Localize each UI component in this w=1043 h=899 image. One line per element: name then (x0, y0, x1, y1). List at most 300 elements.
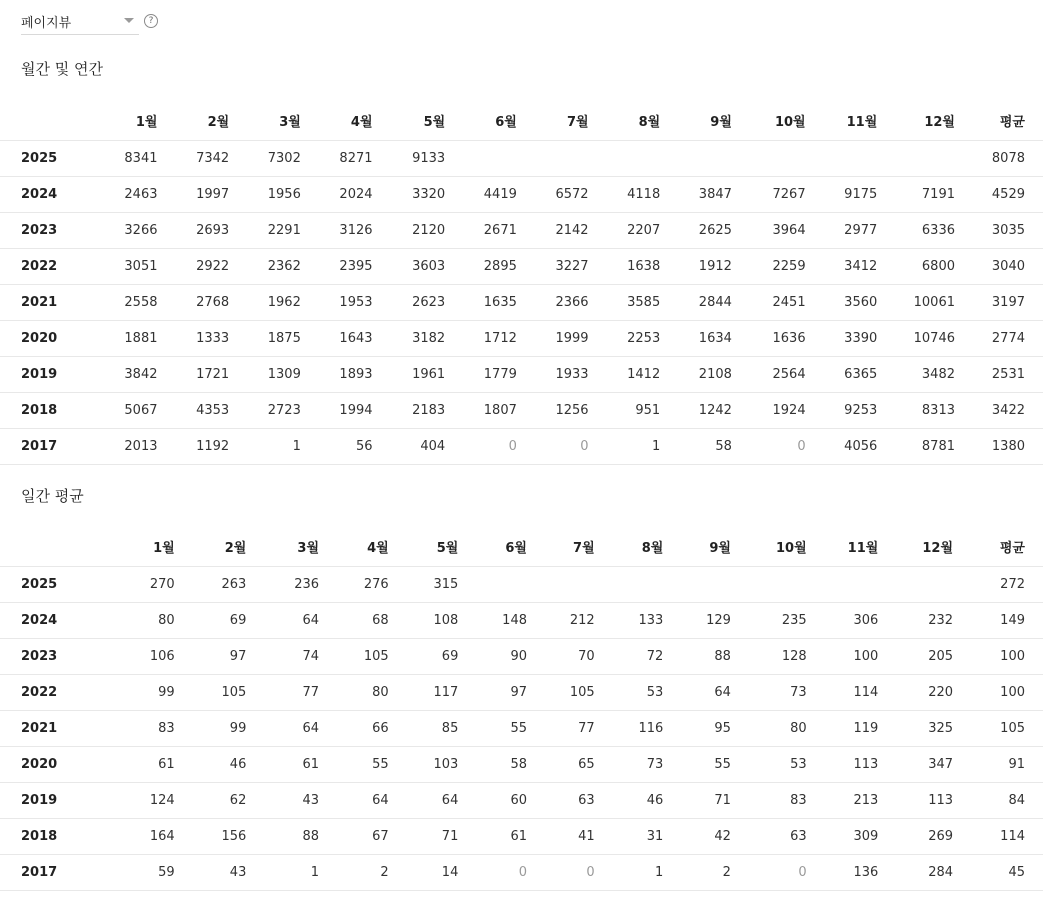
value-cell: 105 (363, 649, 389, 664)
value-cell: 100 (853, 649, 879, 664)
value-cell: 0 (580, 439, 589, 454)
year-cell: 2018 (21, 829, 58, 844)
value-cell (517, 141, 589, 177)
value-cell: 100 (1000, 685, 1025, 700)
value-cell: 42 (714, 829, 731, 844)
value-cell: 8781 (921, 439, 955, 454)
value-cell: 1924 (772, 403, 806, 418)
value-cell: 31 (646, 829, 664, 844)
value-cell: 85 (441, 721, 459, 736)
year-cell: 2023 (21, 223, 58, 238)
table-row (0, 285, 1043, 321)
value-cell: 325 (928, 721, 954, 736)
column-header: 6월 (495, 114, 517, 130)
column-header: 2월 (224, 540, 247, 556)
column-header: 8월 (638, 114, 661, 130)
value-cell: 149 (1000, 613, 1025, 628)
value-cell: 3051 (124, 259, 158, 274)
value-cell: 84 (1008, 793, 1025, 808)
value-cell: 2564 (772, 367, 806, 382)
value-cell: 1956 (267, 187, 301, 202)
table-row (0, 639, 1043, 675)
value-cell: 1999 (555, 331, 589, 346)
value-cell: 2 (380, 865, 389, 880)
value-cell: 128 (781, 649, 807, 664)
value-cell: 99 (229, 721, 247, 736)
value-cell: 64 (441, 793, 459, 808)
value-cell: 3842 (124, 367, 158, 382)
value-cell: 4353 (196, 403, 230, 418)
column-header: 9월 (710, 114, 732, 130)
value-cell (877, 141, 955, 177)
value-cell (731, 567, 807, 603)
column-header: 5월 (436, 540, 459, 556)
value-cell: 74 (302, 649, 320, 664)
monthly-header-row (0, 100, 1043, 141)
help-circle-icon[interactable]: ? (144, 14, 158, 28)
value-cell: 2253 (627, 331, 661, 346)
value-cell: 113 (928, 793, 954, 808)
value-cell: 2362 (267, 259, 301, 274)
year-cell: 2021 (21, 721, 58, 736)
value-cell: 0 (798, 865, 807, 880)
value-cell: 41 (578, 829, 595, 844)
value-cell: 2207 (627, 223, 661, 238)
value-cell: 1192 (196, 439, 230, 454)
value-cell (878, 567, 953, 603)
column-header: 3월 (279, 114, 301, 130)
value-cell: 404 (420, 439, 446, 454)
metric-select[interactable] (21, 9, 139, 35)
daily-table (0, 526, 1043, 891)
value-cell: 3320 (412, 187, 446, 202)
value-cell: 70 (578, 649, 595, 664)
value-cell: 66 (372, 721, 389, 736)
value-cell: 2531 (991, 367, 1025, 382)
value-cell: 3422 (991, 403, 1025, 418)
value-cell: 1721 (196, 367, 230, 382)
value-cell: 4419 (483, 187, 517, 202)
year-cell: 2019 (21, 793, 58, 808)
value-cell: 45 (1008, 865, 1025, 880)
monthly-table (0, 100, 1043, 465)
value-cell: 55 (510, 721, 527, 736)
column-header: 3월 (297, 540, 320, 556)
value-cell (732, 141, 806, 177)
value-cell: 62 (229, 793, 247, 808)
value-cell: 103 (433, 757, 459, 772)
value-cell: 4118 (627, 187, 661, 202)
value-cell: 63 (578, 793, 595, 808)
value-cell: 10746 (913, 331, 955, 346)
value-cell: 71 (441, 829, 459, 844)
value-cell: 315 (433, 577, 459, 592)
value-cell: 43 (229, 865, 247, 880)
daily-header-row (0, 526, 1043, 567)
year-cell: 2024 (21, 187, 58, 202)
value-cell: 306 (853, 613, 879, 628)
value-cell: 2259 (772, 259, 806, 274)
value-cell: 2977 (844, 223, 878, 238)
column-header: 평균 (999, 540, 1025, 556)
column-header: 9월 (709, 540, 731, 556)
value-cell: 136 (853, 865, 879, 880)
toolbar (21, 9, 161, 35)
value-cell: 77 (578, 721, 595, 736)
value-cell: 88 (714, 649, 731, 664)
value-cell: 116 (638, 721, 664, 736)
value-cell: 3482 (921, 367, 955, 382)
value-cell: 68 (372, 613, 389, 628)
value-cell: 8341 (124, 151, 158, 166)
corner-cell (0, 100, 77, 141)
column-header: 6월 (505, 540, 527, 556)
value-cell: 100 (1000, 649, 1025, 664)
value-cell: 2395 (339, 259, 373, 274)
value-cell: 105 (221, 685, 247, 700)
table-row (0, 855, 1043, 891)
value-cell: 2774 (991, 331, 1025, 346)
daily-section-title: 일간 평균 (21, 487, 84, 505)
value-cell: 53 (646, 685, 664, 700)
value-cell: 97 (229, 649, 247, 664)
value-cell: 69 (229, 613, 247, 628)
value-cell: 3585 (627, 295, 661, 310)
column-header: 10월 (776, 540, 807, 556)
value-cell: 63 (790, 829, 807, 844)
value-cell: 91 (1008, 757, 1025, 772)
value-cell: 2463 (124, 187, 158, 202)
value-cell: 56 (355, 439, 373, 454)
value-cell: 73 (646, 757, 664, 772)
value-cell: 2844 (698, 295, 732, 310)
value-cell: 2625 (698, 223, 732, 238)
value-cell: 2 (722, 865, 731, 880)
value-cell: 2291 (267, 223, 301, 238)
value-cell: 269 (928, 829, 954, 844)
value-cell: 2922 (196, 259, 230, 274)
value-cell: 3227 (555, 259, 589, 274)
value-cell: 64 (302, 721, 320, 736)
value-cell: 7191 (921, 187, 955, 202)
value-cell: 1962 (267, 295, 301, 310)
value-cell: 71 (714, 793, 731, 808)
value-cell: 58 (510, 757, 527, 772)
value-cell: 80 (372, 685, 389, 700)
value-cell: 276 (363, 577, 389, 592)
column-header: 1월 (153, 540, 175, 556)
column-header: 10월 (774, 114, 806, 130)
value-cell (458, 567, 527, 603)
table-row (0, 711, 1043, 747)
value-cell: 2723 (267, 403, 301, 418)
table-row (0, 747, 1043, 783)
value-cell: 263 (221, 577, 247, 592)
value-cell: 1309 (267, 367, 301, 382)
value-cell: 1875 (267, 331, 301, 346)
value-cell: 60 (510, 793, 527, 808)
value-cell: 0 (508, 439, 517, 454)
value-cell (445, 141, 517, 177)
table-row (0, 429, 1043, 465)
value-cell: 69 (441, 649, 459, 664)
value-cell: 3412 (844, 259, 878, 274)
value-cell: 1 (310, 865, 320, 880)
value-cell: 1636 (772, 331, 806, 346)
value-cell: 2366 (555, 295, 589, 310)
value-cell: 64 (714, 685, 731, 700)
value-cell: 8313 (921, 403, 955, 418)
value-cell: 9133 (412, 151, 446, 166)
value-cell: 2671 (483, 223, 517, 238)
value-cell: 1643 (339, 331, 373, 346)
table-row (0, 141, 1043, 177)
value-cell: 80 (158, 613, 175, 628)
value-cell: 3847 (698, 187, 732, 202)
value-cell: 55 (372, 757, 389, 772)
year-cell: 2017 (21, 439, 58, 454)
value-cell: 3560 (844, 295, 878, 310)
value-cell: 64 (302, 613, 320, 628)
value-cell: 2183 (412, 403, 446, 418)
value-cell: 8078 (991, 151, 1025, 166)
year-cell: 2025 (21, 151, 58, 166)
year-cell: 2020 (21, 757, 58, 772)
value-cell: 1 (292, 439, 301, 454)
table-row (0, 567, 1043, 603)
value-cell: 65 (578, 757, 595, 772)
value-cell: 2768 (196, 295, 230, 310)
value-cell: 88 (302, 829, 320, 844)
value-cell: 72 (646, 649, 664, 664)
table-row (0, 675, 1043, 711)
value-cell: 124 (149, 793, 175, 808)
value-cell: 3126 (339, 223, 373, 238)
value-cell: 1635 (483, 295, 517, 310)
value-cell: 1712 (483, 331, 517, 346)
value-cell: 114 (853, 685, 879, 700)
value-cell: 7342 (196, 151, 230, 166)
value-cell: 235 (781, 613, 807, 628)
column-header: 8월 (641, 540, 664, 556)
value-cell: 108 (433, 613, 459, 628)
value-cell: 3964 (772, 223, 806, 238)
value-cell: 80 (790, 721, 807, 736)
value-cell: 232 (928, 613, 954, 628)
value-cell: 2558 (124, 295, 158, 310)
value-cell: 53 (790, 757, 807, 772)
value-cell: 97 (510, 685, 527, 700)
value-cell: 9175 (844, 187, 878, 202)
value-cell: 1 (655, 865, 664, 880)
year-cell: 2018 (21, 403, 58, 418)
year-cell: 2023 (21, 649, 58, 664)
value-cell (663, 567, 731, 603)
value-cell: 46 (646, 793, 664, 808)
value-cell: 1961 (412, 367, 446, 382)
column-header: 4월 (367, 540, 389, 556)
value-cell: 2108 (698, 367, 732, 382)
value-cell: 58 (715, 439, 732, 454)
year-cell: 2017 (21, 865, 58, 880)
value-cell: 114 (1000, 829, 1025, 844)
value-cell: 3197 (991, 295, 1025, 310)
value-cell: 1333 (196, 331, 230, 346)
value-cell: 0 (518, 865, 527, 880)
value-cell: 951 (635, 403, 661, 418)
value-cell (527, 567, 595, 603)
column-header: 11월 (846, 114, 878, 130)
year-cell: 2022 (21, 259, 58, 274)
value-cell: 1807 (483, 403, 517, 418)
table-row (0, 321, 1043, 357)
value-cell: 3035 (991, 223, 1025, 238)
value-cell: 309 (853, 829, 879, 844)
value-cell: 2120 (412, 223, 446, 238)
value-cell: 3603 (412, 259, 446, 274)
value-cell: 1953 (339, 295, 373, 310)
value-cell: 1893 (339, 367, 373, 382)
value-cell: 105 (569, 685, 595, 700)
column-header: 11월 (847, 540, 879, 556)
value-cell (806, 141, 878, 177)
value-cell: 1933 (555, 367, 589, 382)
value-cell: 7302 (267, 151, 301, 166)
value-cell: 9253 (844, 403, 878, 418)
table-row (0, 783, 1043, 819)
year-cell: 2019 (21, 367, 58, 382)
value-cell: 2013 (124, 439, 158, 454)
value-cell (589, 141, 661, 177)
value-cell: 1256 (555, 403, 589, 418)
column-header: 2월 (207, 114, 230, 130)
value-cell: 1 (651, 439, 661, 454)
chevron-down-icon (124, 18, 134, 23)
value-cell (807, 567, 879, 603)
column-header: 5월 (423, 114, 446, 130)
value-cell: 4056 (844, 439, 878, 454)
value-cell: 2142 (555, 223, 589, 238)
table-row (0, 357, 1043, 393)
table-row (0, 249, 1043, 285)
table-row (0, 819, 1043, 855)
value-cell: 67 (372, 829, 389, 844)
value-cell: 90 (510, 649, 527, 664)
value-cell: 2024 (339, 187, 373, 202)
value-cell: 347 (928, 757, 954, 772)
value-cell: 148 (502, 613, 527, 628)
column-header: 12월 (922, 540, 954, 556)
value-cell: 0 (586, 865, 595, 880)
value-cell: 106 (149, 649, 175, 664)
value-cell: 4529 (991, 187, 1025, 202)
value-cell: 1412 (627, 367, 661, 382)
value-cell: 164 (149, 829, 175, 844)
value-cell: 2623 (412, 295, 446, 310)
value-cell: 270 (149, 577, 175, 592)
value-cell: 272 (1000, 577, 1025, 592)
value-cell (660, 141, 732, 177)
monthly-section-title: 월간 및 연간 (21, 60, 103, 78)
value-cell: 7267 (772, 187, 806, 202)
value-cell: 1779 (483, 367, 517, 382)
column-header: 12월 (924, 114, 955, 130)
value-cell: 105 (1000, 721, 1025, 736)
column-header: 7월 (573, 540, 595, 556)
value-cell: 236 (294, 577, 320, 592)
column-header: 1월 (135, 114, 158, 130)
value-cell: 1634 (698, 331, 732, 346)
value-cell: 1994 (339, 403, 373, 418)
value-cell: 6365 (844, 367, 878, 382)
value-cell: 64 (372, 793, 389, 808)
year-cell: 2021 (21, 295, 58, 310)
table-row (0, 177, 1043, 213)
value-cell: 55 (714, 757, 731, 772)
value-cell: 83 (158, 721, 175, 736)
value-cell: 119 (853, 721, 879, 736)
value-cell: 0 (797, 439, 806, 454)
value-cell: 2895 (483, 259, 517, 274)
value-cell: 1997 (196, 187, 230, 202)
value-cell: 156 (221, 829, 247, 844)
value-cell: 1380 (991, 439, 1025, 454)
value-cell: 1881 (124, 331, 158, 346)
value-cell: 133 (638, 613, 664, 628)
value-cell: 213 (853, 793, 879, 808)
year-cell: 2024 (21, 613, 58, 628)
value-cell: 6336 (921, 223, 955, 238)
value-cell: 284 (928, 865, 954, 880)
value-cell: 1912 (698, 259, 732, 274)
value-cell: 83 (790, 793, 807, 808)
value-cell: 6800 (921, 259, 955, 274)
value-cell: 61 (510, 829, 527, 844)
value-cell: 8271 (339, 151, 373, 166)
value-cell: 6572 (555, 187, 589, 202)
column-header: 평균 (999, 114, 1025, 130)
column-header: 4월 (350, 114, 373, 130)
value-cell: 77 (302, 685, 320, 700)
value-cell: 1242 (698, 403, 732, 418)
value-cell: 2693 (196, 223, 230, 238)
value-cell: 3182 (412, 331, 446, 346)
value-cell: 73 (790, 685, 807, 700)
value-cell: 14 (441, 865, 459, 880)
value-cell: 46 (229, 757, 247, 772)
year-cell: 2020 (21, 331, 58, 346)
value-cell: 3040 (991, 259, 1025, 274)
value-cell: 117 (433, 685, 459, 700)
corner-cell (0, 526, 77, 567)
value-cell: 113 (853, 757, 879, 772)
value-cell: 205 (928, 649, 954, 664)
value-cell: 129 (706, 613, 731, 628)
value-cell: 2451 (772, 295, 806, 310)
value-cell: 212 (569, 613, 595, 628)
value-cell: 220 (928, 685, 954, 700)
value-cell: 59 (158, 865, 175, 880)
year-cell: 2022 (21, 685, 58, 700)
value-cell: 43 (302, 793, 320, 808)
value-cell: 95 (714, 721, 731, 736)
table-row (0, 603, 1043, 639)
value-cell: 3390 (844, 331, 878, 346)
table-row (0, 393, 1043, 429)
value-cell: 10061 (913, 295, 955, 310)
table-row (0, 213, 1043, 249)
value-cell: 99 (158, 685, 175, 700)
